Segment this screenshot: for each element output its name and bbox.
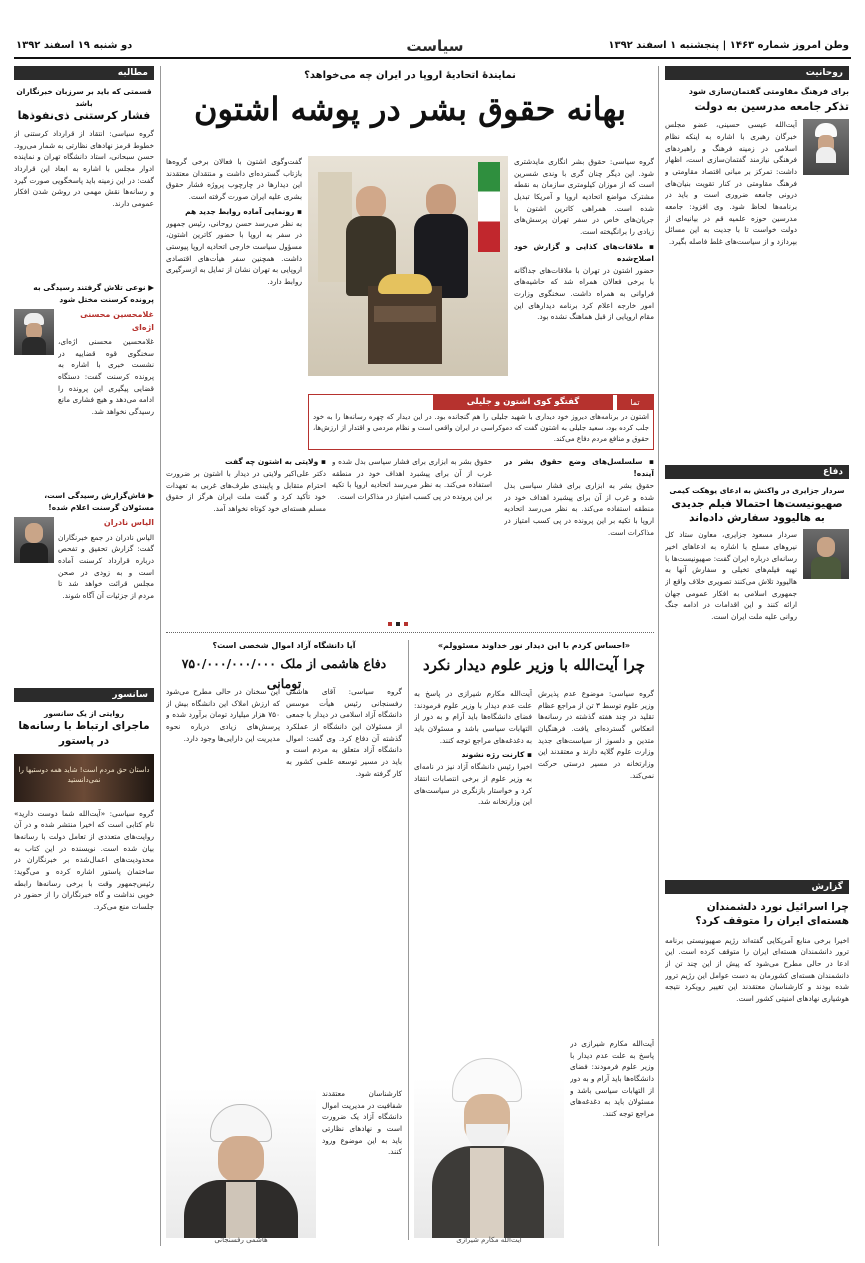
photo-caption: آیت‌الله مکارم شیرازی [456, 1236, 522, 1245]
article-title: ماجرای ارتباط با رسانه‌ها در پاستور [18, 720, 150, 747]
story-headline: دفاع هاشمی از ملک ۷۵۰/۰۰۰/۰۰۰/۰۰۰ تومانی [181, 656, 387, 691]
main-lead-left [166, 156, 302, 391]
main-lower-right [504, 456, 654, 622]
photo-caption-box [308, 394, 654, 450]
article-subhead: ▶ فاش‌گزارش رسیدگی است، مسئولان گرسنت اعلام شده! [44, 491, 154, 512]
main-subhead: ▪ رونمایی آماده روابط جدید هم [185, 206, 302, 216]
story-end-marks [388, 622, 428, 626]
article-body: آیت‌الله عیسی حسینی، عضو مجلس خبرگان رهبری با اشاره به اینکه نظام اسلامی در زمینه فرهنگ و راهبردهای فرهنگی نیازمند گفتمان‌سازی است، اظهار داشت: تمرکز بر مبانی اقتصاد مقاومتی و فرهنگ مقاومتی در کنار تقویت بنیان‌های درونی جامعه ضروری است و باید در برنامه‌ها لحاظ شود. وی افزود: جامعه مدرسین حوزه علمیه قم در بیانیه‌ای از دولت خواست تا با جدیت به این مسائل بپردازد و از سیاست‌های غلط فاصله بگیرد. [665, 120, 797, 246]
article-kicker: سردار جزایری در واکنش به ادعای یوهکت کیمی [669, 486, 845, 496]
column-divider [658, 66, 659, 1246]
main-lead-text: دکتر علی‌اکبر ولایتی در دیدار با اشتون بر ضرورت احترام متقابل و پایبندی طرف‌های غربی به تعهدات خود تأکید کرد و گفت ملت ایران هرگز از حقوق مسلم هسته‌ای خود کوتاه نخواهد آمد. [166, 469, 326, 514]
article-kicker: برای فرهنگ مقاومتی گفتمان‌سازی شود [688, 87, 849, 96]
official-photo [14, 309, 54, 355]
section-tag-demand: مطالبه [14, 66, 154, 80]
masthead [0, 0, 865, 58]
story-divider [166, 632, 654, 633]
article-kicker: قسمتی که باید بر سرزبان خبرنگاران باشد [16, 87, 152, 108]
photo-caption-text: گفتگو کوی اشتون و جلیلی [466, 397, 580, 407]
article-title: فشار کرستنی ذی‌نفوذها [17, 109, 151, 123]
cleric-photo [414, 1038, 564, 1238]
story-azad-university [166, 640, 402, 1246]
main-lower-left [166, 456, 326, 622]
main-lead-text: حقوق بشر به ابزاری برای فشار سیاسی بدل شده و غرب از آن برای پیشبرد اهداف خود در منطقه استفاده می‌کند. به نظر می‌رسد اتحادیه اروپا با تکیه بر این پرونده در پی کسب امتیاز در مذاکرات است. [504, 481, 654, 537]
section-tag-report: گزارش [665, 880, 849, 894]
hashemi-photo [166, 1088, 316, 1238]
quote-name: الیاس نادران [103, 518, 154, 528]
column-divider [408, 640, 409, 1240]
left-column [14, 66, 154, 1246]
story-body-text: اخیرا رئیس دانشگاه آزاد نیز در نامه‌ای به وزیر علوم از برخی انتصابات انتقاد کرد و خواستار بازنگری در سیاست‌های این وزارتخانه شد. [414, 762, 532, 807]
main-lead-text: حضور اشتون در تهران با ملاقات‌های جداگانه با برخی فعالان همراه شد که حاشیه‌های فراوانی به همراه داشت. سخنگوی وزارت امور خارجه اعلام کرد برنامه دیدارهای این مقام اروپایی از قبل هماهنگ نشده بود. [514, 265, 654, 322]
photo-caption-title [433, 395, 613, 410]
story-kicker: آیا دانشگاه آزاد اموال شخصی است؟ [212, 641, 356, 650]
portrait-photo [803, 119, 849, 175]
story-kicker: «احساس کردم با این دیدار نور خداوند مسئوولم» [437, 641, 631, 650]
section-tag-censorship: سانسور [14, 688, 154, 702]
article-body: غلامحسین محسنی اژه‌ای، سخنگوی قوه قضاییه در نشست خبری با اشاره به پرونده کرسنت گفت: دستگاه قضایی پیگیری این پرونده را ادامه می‌دهد و هیچ فشاری مانع رسیدگی نخواهد شد. [58, 337, 154, 417]
right-column [665, 66, 849, 1246]
article-body: سردار مسعود جزایری، معاون ستاد کل نیروهای مسلح با اشاره به ادعاهای اخیر رسانه‌ای درباره ایران گفت: صهیونیست‌ها با تهیه فیلم‌های تخیلی و سفارش آنها به هالیوود تلاش می‌کنند تصویری خلاف واقع از جمهوری اسلامی به افکار عمومی جهان ارائه کنند و این اقدامات در ادامه جنگ روانی علیه ملت ایران است. [665, 530, 797, 621]
story-body-text: آیت‌الله مکارم شیرازی در پاسخ به علت عدم دیدار با وزیر علوم فرمودند: فضای دانشگاه‌ها باید آرام و به دور از التهابات سیاسی باشد و مسئولان باید به دغدغه‌های مراجع توجه کنند. [414, 689, 532, 745]
section-tag-clergy: روحانیت [665, 66, 849, 80]
main-lead-text: به نظر می‌رسد حسن روحانی، رئیس جمهور در سفر به اروپا با حضور کاترین اشتون، مسؤول سیاست خارجی اتحادیه اروپا پیوستی داشت. همچنین سفر هیأت‌های اقتصادی اروپایی به تهران نشان از تمایل به ازسرگیری روابط دارد. [166, 218, 302, 287]
main-photo [308, 156, 508, 376]
story-body: گروه سیاسی: موضوع عدم پذیرش وزیر علوم توسط ۳ تن از مراجع عظام تقلید در چند هفته گذشته در رسانه‌ها انعکاس گسترده‌ای یافت. فرهنگیان متدین و دلسوز از سیاست‌های جدید وزارت علوم گلایه دارند و معتقدند این وزارتخانه در مسیر درستی حرکت نمی‌کند. [538, 689, 654, 780]
section-tag-defense: دفاع [665, 465, 849, 479]
story-science-minister [414, 640, 654, 1246]
main-photo-frame [308, 156, 508, 391]
main-lead-text: گفت‌وگوی اشتون با فعالان برخی گروه‌ها بازتاب گسترده‌ای داشت و منتقدان معتقدند این دیدارها در چارچوب پروژه فشار حقوق بشری علیه ایران صورت گرفته است. [166, 157, 302, 202]
main-lead-right [514, 156, 654, 391]
photo-caption: هاشمی رفسنجانی [214, 1236, 268, 1245]
issue-date: دو شنبه ۱۹ اسفند ۱۳۹۲ [16, 40, 133, 51]
main-subhead: ▪ ملاقات‌های کذایی و گزارش خود اصلاح‌شده [514, 241, 654, 263]
general-photo [803, 529, 849, 579]
article-kicker: روایتی از یک سانسور [44, 708, 124, 718]
story-body [414, 688, 532, 1028]
book-cover-image [14, 754, 154, 802]
article-body: الیاس نادران در جمع خبرنگاران گفت: گزارش تحقیق و تفحص درباره قرارداد کرسنت آماده است و به زودی در صحن مجلس قرائت خواهد شد تا مردم از جزئیات آن آگاه شوند. [58, 532, 154, 601]
main-lead-text: حقوق بشر به ابزاری برای فشار سیاسی بدل شده و غرب از آن برای پیشبرد اهداف خود در منطقه استفاده می‌کند. به نظر می‌رسد اتحادیه اروپا با تکیه بر این پرونده در پی کسب امتیاز در مذاکرات است. [332, 457, 492, 502]
masthead-rule [14, 57, 851, 59]
story-subhead: ▪ کارنت رژه نشوند [461, 750, 532, 760]
article-title: صهیونیست‌ها احتمالا فیلم جدیدی به هالیوود سفارش داده‌اند [671, 497, 843, 525]
article-title: چرا اسرائیل نورد دلشمندان هسته‌ای ایران را متوقف کرد؟ [695, 901, 849, 928]
story-body: آیت‌الله مکارم شیرازی در پاسخ به علت عدم دیدار با وزیر علوم فرمودند: فضای دانشگاه‌ها باید آرام و به دور از التهابات سیاسی باشد و مسئولان باید به دغدغه‌های مراجع توجه کنند. [570, 1039, 654, 1119]
mp-photo [14, 517, 54, 563]
article-body: اخیرا برخی منابع آمریکایی گفته‌اند رژیم صهیونیستی برنامه ترور دانشمندان هسته‌ای ایران را متوقف کرده است. این ادعا در حالی مطرح می‌شود که پیش از این چند تن از دانشمندان هسته‌ای کشورمان به دست عوامل این رژیم ترور شده بودند و کارشناسان معتقدند این تغییر رویکرد نتیجه هوشیاری نهادهای امنیتی کشور است. [665, 935, 849, 1003]
quote-name: غلامحسین محسنی اژه‌ای [80, 310, 154, 332]
article-body: گروه سیاسی: «آیت‌الله شما دوست دارید» نام کتابی است که اخیرا منتشر شده و در آن روایت‌های متعددی از تعامل دولت با رسانه‌ها بیان شده است. نویسنده در این کتاب به محدودیت‌های اعمال‌شده بر خبرنگاران در ساختمان پاستور اشاره کرده و می‌گوید: رئیس‌جمهور وقت با برخی رسانه‌ها رابطه خوبی نداشت و گاه خبرنگاران را از حضور در جلسات منع می‌کرد. [14, 808, 154, 912]
main-subhead: ▪ سلسلسل‌های وضع حقوق بشر در آینده! [504, 457, 654, 478]
main-story [166, 66, 654, 626]
article-body: گروه سیاسی: انتقاد از قرارداد کرستنی از خطوط قرمز نهادهای نظارتی به شمار می‌رود. حسن سبحانی، استاد دانشگاه تهران و نماینده ادوار مجلس با اشاره به ابعاد این قرارداد گفت: در این زمینه باید پاسخگویی صورت گیرد و رسانه‌ها نقش مهمی در روشن شدن افکار عمومی دارند. [14, 129, 154, 209]
issue-info: وطن امروز شماره ۱۴۶۳ | پنجشنبه ۱ اسفند ۱۳۹۲ [608, 40, 849, 51]
main-headline: بهانه حقوق بشر در پوشه اشتون [193, 89, 627, 128]
story-body: گروه سیاسی: آقای هاشمی رفسنجانی رئیس هیأت موسس دانشگاه آزاد اسلامی در دیدار با جمعی از مسئولان این دانشگاه از عملکرد گذشته آن دفاع کرد. وی گفت: اموال دانشگاه آزاد متعلق به مردم است و باید در مسیر توسعه علمی کشور به کار گرفته شود. [286, 687, 402, 778]
article-subhead: ▶ نوعی تلاش گرفتند رسیدگی به پرونده کرسنت مختل شود [33, 283, 154, 304]
main-subhead: ▪ ولایتی به اشتون چه گفت [225, 457, 326, 466]
main-lower-middle [332, 456, 492, 622]
main-kicker: نمایندهٔ اتحادیهٔ اروپا در ایران چه می‌خواهد؟ [304, 70, 516, 81]
column-divider [160, 66, 161, 1246]
photo-note: اشتون در برنامه‌های دیروز خود دیداری با شهید جلیلی را هم گنجانده بود. در این دیدار که چهره رسانه‌ها را به خود جلب کرده بود، سعید جلیلی به اشتون گفت که دموکراسی در ایران واقعی است و نظام مردمی و اقتدار از ارزش‌ها، حقوق و منافع مردم دفاع می‌کند. [313, 413, 649, 444]
story-body: کارشناسان معتقدند شفافیت در مدیریت اموال دانشگاه آزاد یک ضرورت است و نهادهای نظارتی باید به این موضوع ورود کنند. [322, 1089, 402, 1157]
photo-credit: تما [617, 395, 653, 410]
story-headline: چرا آیت‌الله با وزیر علوم دیدار نکرد [422, 656, 646, 675]
main-lead-text: گروه سیاسی: حقوق بشر انگاری مایدشتری شود. این دیگر چنان گری با وندی شسرین است که از موزان کیلومتری سازمان به نقطه مشترک مواضع اتحادیه اروپا و آمریکا تبدیل شده است. همراهی کاترین اشتون با جریان‌های خاص در سفر تهران پرسش‌های زیادی را برانگیخته است. [514, 157, 654, 237]
story-body: این سخنان در حالی مطرح می‌شود که ارزش املاک این دانشگاه بیش از ۷۵۰ هزار میلیارد تومان برآورد شده و پرسش‌های زیادی درباره نحوه مدیریت این دارایی‌ها وجود دارد. [166, 687, 280, 743]
section-name: سیاست [406, 37, 464, 55]
book-cover-text: داستان حق مردم است! شاید همه دوستیها را نمی‌دانستید [18, 765, 150, 784]
article-title: تذکر جامعه مدرسین به دولت [694, 100, 849, 114]
